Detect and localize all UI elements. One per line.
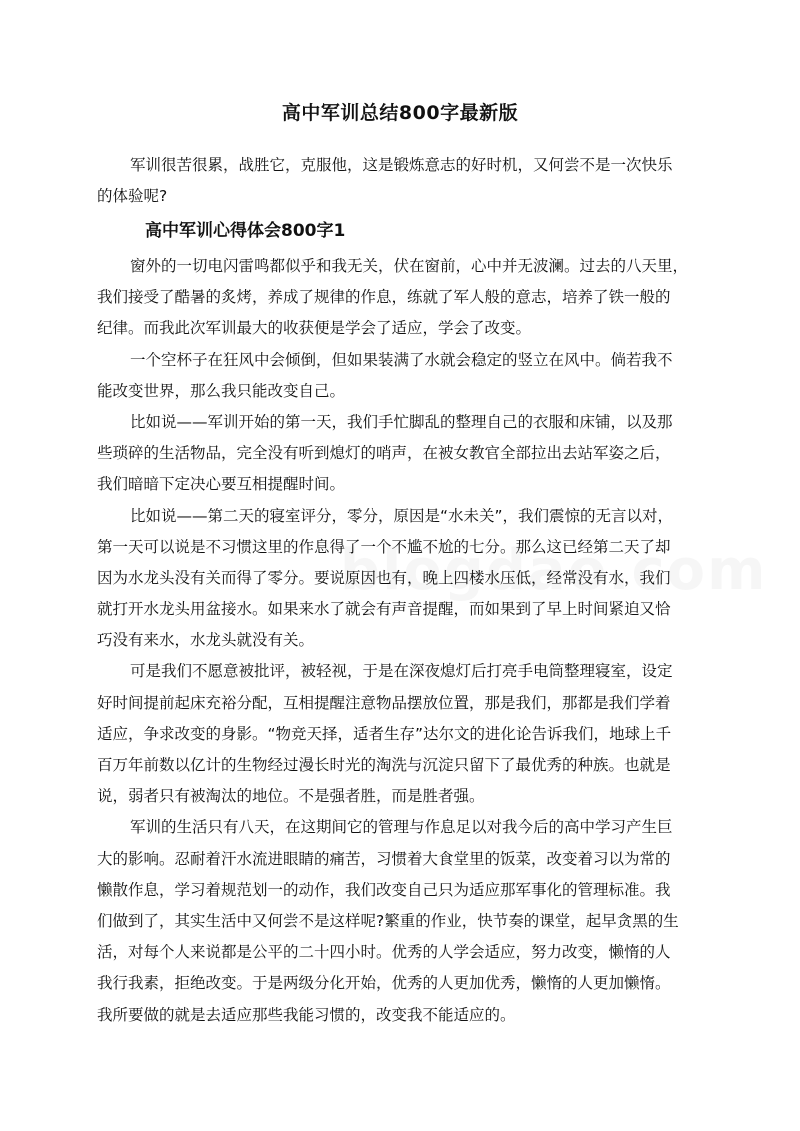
intro-paragraph xyxy=(97,150,707,212)
paragraph-line: 可是我们不愿意被批评，被轻视，于是在深夜熄灯后打亮手电筒整理寝室，设定 xyxy=(130,662,673,681)
paragraph-line: 一个空杯子在狂风中会倾倒，但如果装满了水就会稳定的竖立在风中。倘若我不 xyxy=(130,350,673,369)
paragraph-line: 懒散作息，学习着规范划一的动作，我们改变自己只为适应那军事化的管理标准。我 xyxy=(97,880,671,899)
paragraph-line: 好时间提前起床充裕分配，互相提醒注意物品摆放位置，那是我们，那都是我们学着 xyxy=(97,693,671,712)
paragraph-line: 因为水龙头没有关而得了零分。要说原因也有，晚上四楼水压低，经常没有水，我们 xyxy=(97,568,671,587)
body-paragraph xyxy=(97,407,709,501)
intro-line: 的体验呢? xyxy=(97,187,168,206)
paragraph-line: 能改变世界，那么我只能改变自己。 xyxy=(97,381,346,400)
document-title: 高中军训总结800字最新版 xyxy=(281,102,519,124)
paragraph-line: 说，弱者只有被淘汰的地位。不是强者胜，而是胜者强。 xyxy=(97,787,485,806)
paragraph-line: 些琐碎的生活物品，完全没有听到熄灯的哨声，在被女教官全部拉出去站军姿之后， xyxy=(97,444,671,463)
paragraph-line: 我们接受了酷暑的炙烤，养成了规律的作息，练就了军人般的意志，培养了铁一般的 xyxy=(97,288,671,307)
paragraph-line: 我所要做的就是去适应那些我能习惯的，改变我不能适应的。 xyxy=(97,1005,516,1024)
paragraph-line: 比如说——军训开始的第一天，我们手忙脚乱的整理自己的衣服和床铺，以及那 xyxy=(130,412,673,431)
paragraph-line: 适应，争求改变的身影。“物竞天择，适者生存”达尔文的进化论告诉我们，地球上千 xyxy=(97,724,672,743)
paragraph-line: 第一天可以说是不习惯这里的作息得了一个不尴不尬的七分。那么这已经第二天了却 xyxy=(97,537,671,556)
paragraph-line: 我们暗暗下定决心要互相提醒时间。 xyxy=(97,475,346,494)
body-paragraph xyxy=(97,345,709,407)
paragraph-line: 军训的生活只有八天，在这期间它的管理与作息足以对我今后的高中学习产生巨 xyxy=(130,818,673,837)
paragraph-line: 就打开水龙头用盆接水。如果来水了就会有声音提醒，而如果到了早上时间紧迫又恰 xyxy=(97,600,671,619)
body-paragraph xyxy=(97,656,709,812)
document-body xyxy=(97,251,709,1031)
paragraph-line: 们做到了，其实生活中又何尝不是这样呢?繁重的作业，快节奏的课堂，起早贪黑的生 xyxy=(97,911,679,930)
paragraph-line: 比如说——第二天的寝室评分，零分，原因是“水未关”，我们震惊的无言以对， xyxy=(130,506,674,525)
paragraph-line: 我行我素，拒绝改变。于是两级分化开始，优秀的人更加优秀，懒惰的人更加懒惰。 xyxy=(97,974,671,993)
paragraph-line: 窗外的一切电闪雷鸣都似乎和我无关，伏在窗前，心中并无波澜。过去的八天里， xyxy=(130,257,689,275)
body-paragraph xyxy=(97,501,709,657)
paragraph-line: 活，对每个人来说都是公平的二十四小时。优秀的人学会适应，努力改变，懒惰的人 xyxy=(97,943,671,962)
body-paragraph xyxy=(97,812,709,1030)
paragraph-line: 巧没有来水，水龙头就没有关。 xyxy=(97,631,315,650)
paragraph-line: 百万年前数以亿计的生物经过漫长时光的淘洗与沉淀只留下了最优秀的种族。也就是 xyxy=(97,756,671,774)
body-paragraph xyxy=(97,251,709,345)
section-title: 高中军训心得体会800字1 xyxy=(145,221,346,241)
paragraph-line: 大的影响。忍耐着汗水流进眼睛的痛苦，习惯着大食堂里的饭菜，改变着习以为常的 xyxy=(97,849,671,868)
paragraph-line: 纪律。而我此次军训最大的收获便是学会了适应，学会了改变。 xyxy=(97,319,532,338)
intro-line: 军训很苦很累，战胜它，克服他，这是锻炼意志的好时机，又何尝不是一次快乐 xyxy=(130,156,673,174)
